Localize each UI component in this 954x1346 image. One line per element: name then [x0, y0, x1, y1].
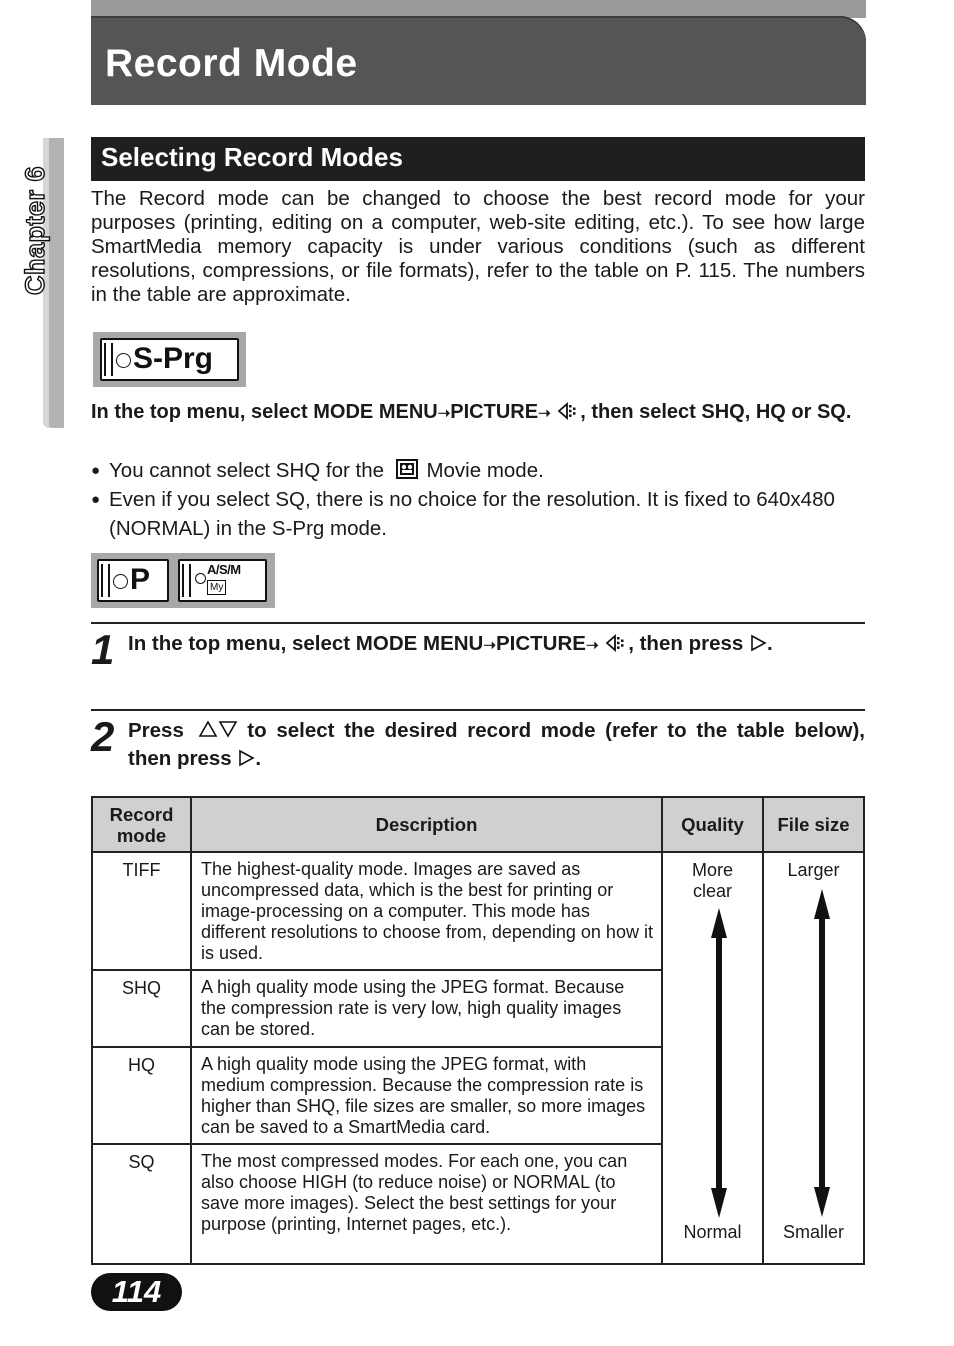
sprg-instruction-part-a: In the top menu, select MODE MENU — [91, 401, 438, 423]
asm-mode-icon — [178, 559, 267, 602]
mode-cell: SHQ — [92, 970, 191, 1047]
step-number: 2 — [91, 713, 115, 760]
p-asm-mode-icons — [91, 553, 275, 608]
size-top-label: Larger — [787, 860, 840, 880]
quality-scale-cell — [662, 852, 763, 1264]
step-1-text-b: PICTURE — [495, 632, 586, 655]
section-title: Selecting Record Modes — [101, 142, 403, 172]
mode-cell: TIFF — [92, 852, 191, 970]
double-arrow-icon — [707, 908, 731, 1218]
chapter-label: Chapter 6 — [20, 165, 50, 295]
sprg-icon-label: S-Prg — [133, 342, 214, 375]
record-mode-table — [91, 796, 865, 1265]
step-2-text-a: Press — [128, 719, 184, 742]
record-mode-icon — [556, 401, 580, 421]
step-1-text — [128, 630, 865, 660]
double-arrow-icon — [810, 889, 834, 1217]
record-mode-icon — [604, 633, 628, 653]
page-number: 114 — [91, 1273, 182, 1311]
asm-icon-label: A/S/M — [207, 562, 241, 577]
step-1-text-a: In the top menu, select MODE MENU — [128, 632, 484, 655]
header-description: Description — [191, 797, 662, 852]
description-cell: A high quality mode using the JPEG format, with medium compression. Because the compression rate is higher than SHQ, file sizes are smaller, so more images can be saved to a SmartMedia card. — [191, 1047, 662, 1144]
down-arrow-icon — [218, 720, 238, 738]
circle-icon — [113, 574, 128, 589]
description-cell: A high quality mode using the JPEG format. Because the compression rate is very low, high quality images can be stored. — [191, 970, 662, 1047]
bullet-dot-icon: ● — [91, 491, 101, 508]
section-bar — [91, 137, 865, 181]
p-mode-icon — [97, 559, 169, 602]
bullet-item — [91, 485, 866, 543]
arrow-right-icon: ➝ — [483, 637, 496, 654]
step-divider — [91, 709, 865, 711]
arrow-right-icon: ➝ — [437, 405, 451, 422]
right-arrow-icon — [749, 634, 767, 652]
circle-icon — [195, 573, 206, 584]
size-bottom-label: Smaller — [782, 1222, 844, 1242]
bullet-item — [91, 456, 866, 485]
movie-mode-icon — [396, 459, 418, 479]
header-quality: Quality — [662, 797, 763, 852]
step-2-text-c: . — [255, 747, 262, 770]
step-2-text-b: to select the desired record mode (refer to the table below), then press — [128, 719, 865, 770]
sprg-mode-icon — [93, 332, 246, 387]
bullet2-text: Even if you select SQ, there is no choice for the resolution. It is fixed to 640x480 (NORMAL) in the S-Prg mode. — [109, 488, 835, 540]
sprg-instruction — [91, 398, 865, 428]
sprg-instruction-part-c: , then select SHQ, HQ or SQ. — [580, 401, 852, 423]
quality-top-label: More clear — [691, 860, 733, 901]
page-header — [91, 16, 866, 105]
mode-cell: HQ — [92, 1047, 191, 1144]
mode-cell: SQ — [92, 1144, 191, 1264]
file-size-scale-cell — [763, 852, 864, 1264]
header-record-mode: Record mode — [92, 797, 191, 852]
right-arrow-icon — [237, 749, 255, 767]
table-row — [92, 852, 864, 970]
sprg-instruction-part-b: PICTURE — [450, 401, 539, 423]
quality-bottom-label: Normal — [683, 1222, 742, 1242]
step-1-text-d: . — [766, 632, 773, 655]
description-cell: The highest-quality mode. Images are saved as uncompressed data, which is the best for printing or image-processing on a computer. This mode has different resolutions to choose from, depending on how it is used. — [191, 852, 662, 970]
p-icon-label: P — [130, 563, 151, 596]
circle-icon — [116, 353, 131, 368]
page-title: Record Mode — [105, 42, 358, 85]
step-divider — [91, 622, 865, 624]
step-1-text-c: , then press — [628, 632, 744, 655]
step-2-text — [128, 717, 865, 773]
arrow-right-icon: ➝ — [538, 405, 551, 422]
bullet1-text-b: Movie mode. — [426, 459, 544, 482]
description-cell: The most compressed modes. For each one, you can also choose HIGH (to reduce noise) or NORMAL (to save more images). Select the best settings for your purpose (printing, Internet pages, etc.). — [191, 1144, 662, 1264]
header-file-size: File size — [763, 797, 864, 852]
arrow-right-icon: ➝ — [585, 637, 599, 654]
bullet1-text-a: You cannot select SHQ for the — [109, 459, 385, 482]
intro-paragraph: The Record mode can be changed to choose the best record mode for your purposes (printing, editing on a computer, web-site editing, etc.). To see how large SmartMedia memory capacity is under various conditions (such as different resolutions, compressions, or file formats), refer to the table on P. 115. The numbers in the table are approximate. — [91, 187, 865, 306]
my-icon-label: My — [207, 580, 226, 595]
table-header-row — [92, 797, 864, 852]
step-number: 1 — [91, 626, 115, 673]
bullet-dot-icon: ● — [91, 462, 101, 479]
up-arrow-icon — [198, 720, 218, 738]
